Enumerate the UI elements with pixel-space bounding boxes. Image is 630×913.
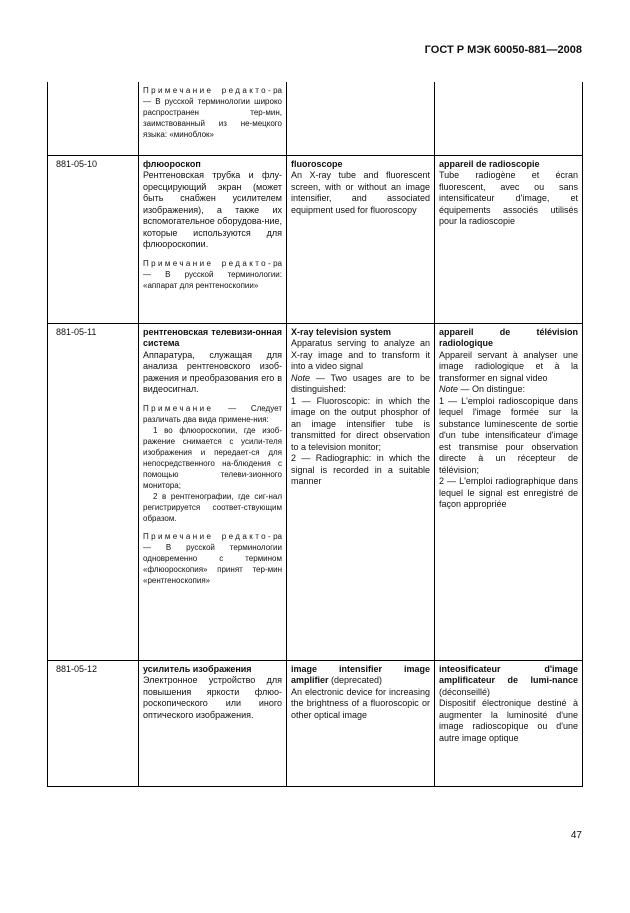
editor-note <box>143 85 282 140</box>
english-note-item: 2 — Radiographic: in which the signal is recorded in a suitable manner <box>291 453 430 486</box>
english-cell <box>287 323 435 660</box>
russian-cell <box>139 155 287 323</box>
french-term-line <box>439 664 578 699</box>
french-note-item: 1 — L'emploi radioscopique dans lequel l'image formée sur la substance luminescente de sortie d'un tube intensificateur d'image est transmise pour observation directe à un récepteur de télévision; <box>439 395 578 475</box>
french-term: appareil de télévision radiologique <box>439 326 578 348</box>
russian-cell <box>139 323 287 660</box>
english-definition: Apparatus serving to analyze an X-ray image and to transform it into a video signal <box>291 338 430 371</box>
editor-note <box>143 531 282 586</box>
english-term-line <box>291 664 430 687</box>
english-term: image intensifier image amplifier <box>291 663 430 685</box>
note-text: ра — В русской терминологии: «аппарат для рентгеноскопии» <box>143 258 282 290</box>
english-note-item: 1 — Fluoroscopic: in which the image on the output phosphor of an image intensifier tube is transmitted for direct observation to a television monitor; <box>291 395 430 452</box>
table-row <box>48 82 583 155</box>
note-text: — Two usages are to be distinguished: <box>291 372 430 394</box>
russian-definition: Рентгеновская трубка и флу-оресцирующий экран (может быть снабжен усилителем изображения), а также их вспомогательное оборудова-ние, которые используются для флюороскопии. <box>143 170 283 249</box>
note-item: 1 во флюороскопии, где изоб-ражение снимается с усили-теля изображения и передает-ся для непосредственного на-блюдения с помощью телеви-зионного монитора; <box>143 425 282 490</box>
russian-cell <box>139 82 287 155</box>
note-lead: Примечание редакто- <box>143 531 274 541</box>
french-cell <box>435 155 583 323</box>
french-note-item: 2 — L'emploi radiographique dans lequel le signal est enregistré de façon appropriée <box>439 476 578 509</box>
french-cell <box>435 82 583 155</box>
note-text: — On distingue: <box>458 384 526 394</box>
russian-term: рентгеновская телевизи-онная система <box>143 326 282 348</box>
french-term: inteosificateur d'image amplificateur de lumi-nance <box>439 663 578 685</box>
table-row <box>48 660 583 786</box>
french-definition: Tube radiogène et écran fluorescent, avec ou sans intensificateur d'image, et équipements associés utilisés pour la radioscopie <box>439 170 578 226</box>
french-note <box>439 384 578 396</box>
page-number: 47 <box>570 830 582 841</box>
deprecated-label: (déconseillé) <box>439 686 491 697</box>
term-code <box>48 82 139 155</box>
note-label: Note <box>291 372 311 383</box>
russian-definition: Электронное устройство для повышения яркости флюо-роскопического или иного оптического изображения. <box>143 675 282 720</box>
french-cell <box>435 660 583 786</box>
note-lead: Примечание <box>143 403 214 413</box>
russian-term: флюороскоп <box>143 158 201 169</box>
russian-cell <box>139 660 287 786</box>
english-term: X-ray television system <box>291 326 392 337</box>
french-term: appareil de radioscopie <box>439 158 540 169</box>
editor-note <box>143 258 282 291</box>
note-text: ра — В русской терминологии одновременно с термином «флюороскопия» принят тер-мин «рентгеноскопия» <box>143 531 282 585</box>
english-term: fluoroscope <box>291 158 343 169</box>
term-code: 881-05-11 <box>48 323 139 660</box>
russian-definition: Аппаратура, служащая для анализа рентгеновского изоб-ражения и преобразования его в видеосигнал. <box>143 349 282 394</box>
english-definition: An electronic device for increasing the brightness of a fluoroscopic or other optical image <box>291 686 430 720</box>
term-code: 881-05-10 <box>48 155 139 323</box>
term-code: 881-05-12 <box>48 660 139 786</box>
note-lead: Примечание редакто- <box>143 258 274 268</box>
note-item: 2 в рентгенографии, где сиг-нал регистрируется соответ-ствующим образом. <box>143 491 282 523</box>
table-row <box>48 155 583 323</box>
english-note <box>291 373 430 396</box>
terms-table <box>47 82 583 787</box>
note-lead: Примечание редакто- <box>143 86 274 95</box>
french-definition: Dispositif électronique destiné à augmenter la luminosité d'une image radioscopique ou d'une autre image optique <box>439 698 578 743</box>
deprecated-label: (deprecated) <box>328 675 383 685</box>
table-row <box>48 323 583 660</box>
english-cell <box>287 155 435 323</box>
russian-term: усилитель изображения <box>143 663 252 674</box>
note-label: Note <box>439 384 459 394</box>
note-text: ра — В русской терминологии широко распространен тер-мин, заимствованный из не-мецкого языка: «миноблок» <box>143 86 282 139</box>
english-cell <box>287 660 435 786</box>
document-header: ГОСТ Р МЭК 60050-881—2008 <box>424 44 582 56</box>
french-definition: Appareil servant à analyser une image radiologique et à la transformer en signal video <box>439 349 578 383</box>
note <box>143 403 282 524</box>
english-cell <box>287 82 435 155</box>
note-text: — Следует различать два вида примене-ния: <box>143 403 282 424</box>
french-cell <box>435 323 583 660</box>
english-definition: An X-ray tube and fluorescent screen, with or without an image intensifier, and associated equipment used for fluoroscopy <box>291 170 430 215</box>
